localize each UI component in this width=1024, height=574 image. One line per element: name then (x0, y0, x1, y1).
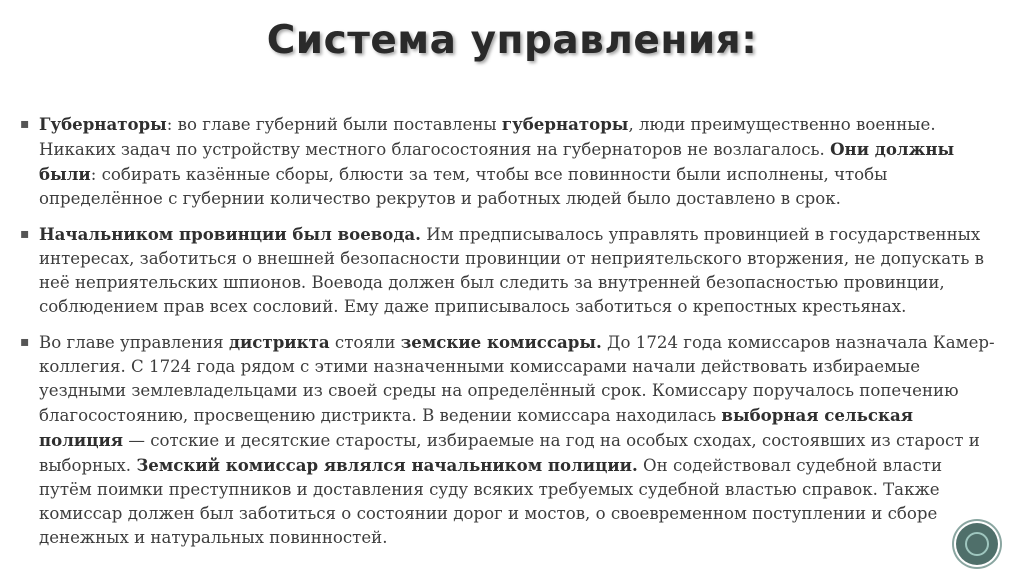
slide-title: Система управления: (266, 18, 758, 63)
text-run: — сотские и десятские старосты, избираемые на год на особых сходах, состоявших из старост и выборных. (39, 431, 980, 475)
bullet-text (39, 333, 995, 547)
text-run: Во главе управления (39, 333, 229, 352)
text-run: Земский комиссар являлся начальником полиции. (136, 455, 638, 475)
text-run: : собирать казённые сборы, блюсти за тем, чтобы все повинности были исполнены, чтобы определённое с губернии количество рекрутов и работных людей было доставлено в срок. (39, 165, 888, 208)
text-run: губернаторы (501, 114, 629, 134)
text-run: Он содействовал судебной власти путём поимки преступников и доставления суду всяких требуемых судебной властью справок. Также комиссар должен был заботиться о состоянии дорог и мостов, о своевременном поступлении и сборе денежных и натуральных повинностей. (39, 456, 943, 547)
bullet-text (39, 225, 984, 316)
text-run: Они должны были (39, 139, 955, 184)
corner-circle-icon (956, 523, 998, 565)
slide-body (20, 112, 995, 558)
text-run: стояли (329, 333, 401, 352)
text-run: Им предписывалось управлять провинцией в государственных интересах, заботиться о внешней безопасности провинции от неприятельского вторжения, не допускать в неё неприятельских шпионов. Воевода должен был следить за внутренней безопасностью провинции, соблюдением прав всех сословий. Ему даже приписывалось заботиться о крепостных крестьянах. (39, 225, 985, 316)
text-run: земские комиссары. (400, 332, 602, 352)
bullet-item-governors (20, 112, 995, 211)
text-run: выборная сельская полиция (39, 405, 913, 450)
bullet-text (39, 115, 954, 208)
bullet-marker: ▪ (20, 334, 30, 350)
text-run: Губернаторы (39, 114, 167, 134)
text-run: До 1724 года комиссаров назначала Камер-коллегия. С 1724 года рядом с этими назначенными комиссарами начали действовать избираемые уездными землевладельцами из своей среды на определённый срок. Комиссару поручалось попечению благосостоянию, просвещению дистрикта. В ведении комиссара находилась (39, 333, 995, 425)
corner-circle-inner-ring (965, 532, 989, 556)
text-run: , люди преимущественно военные. Никаких задач по устройству местного благосостояния на губернаторов не возлагалось. (39, 115, 936, 159)
text-run: : во главе губерний были поставлены (166, 115, 502, 134)
bullet-item-voevoda (20, 222, 995, 319)
bullet-marker: ▪ (20, 226, 30, 242)
bullet-item-district (20, 330, 995, 550)
bullet-marker: ▪ (20, 116, 30, 132)
text-run: дистрикта (228, 332, 330, 352)
text-run: Начальником провинции был воевода. (39, 224, 421, 244)
